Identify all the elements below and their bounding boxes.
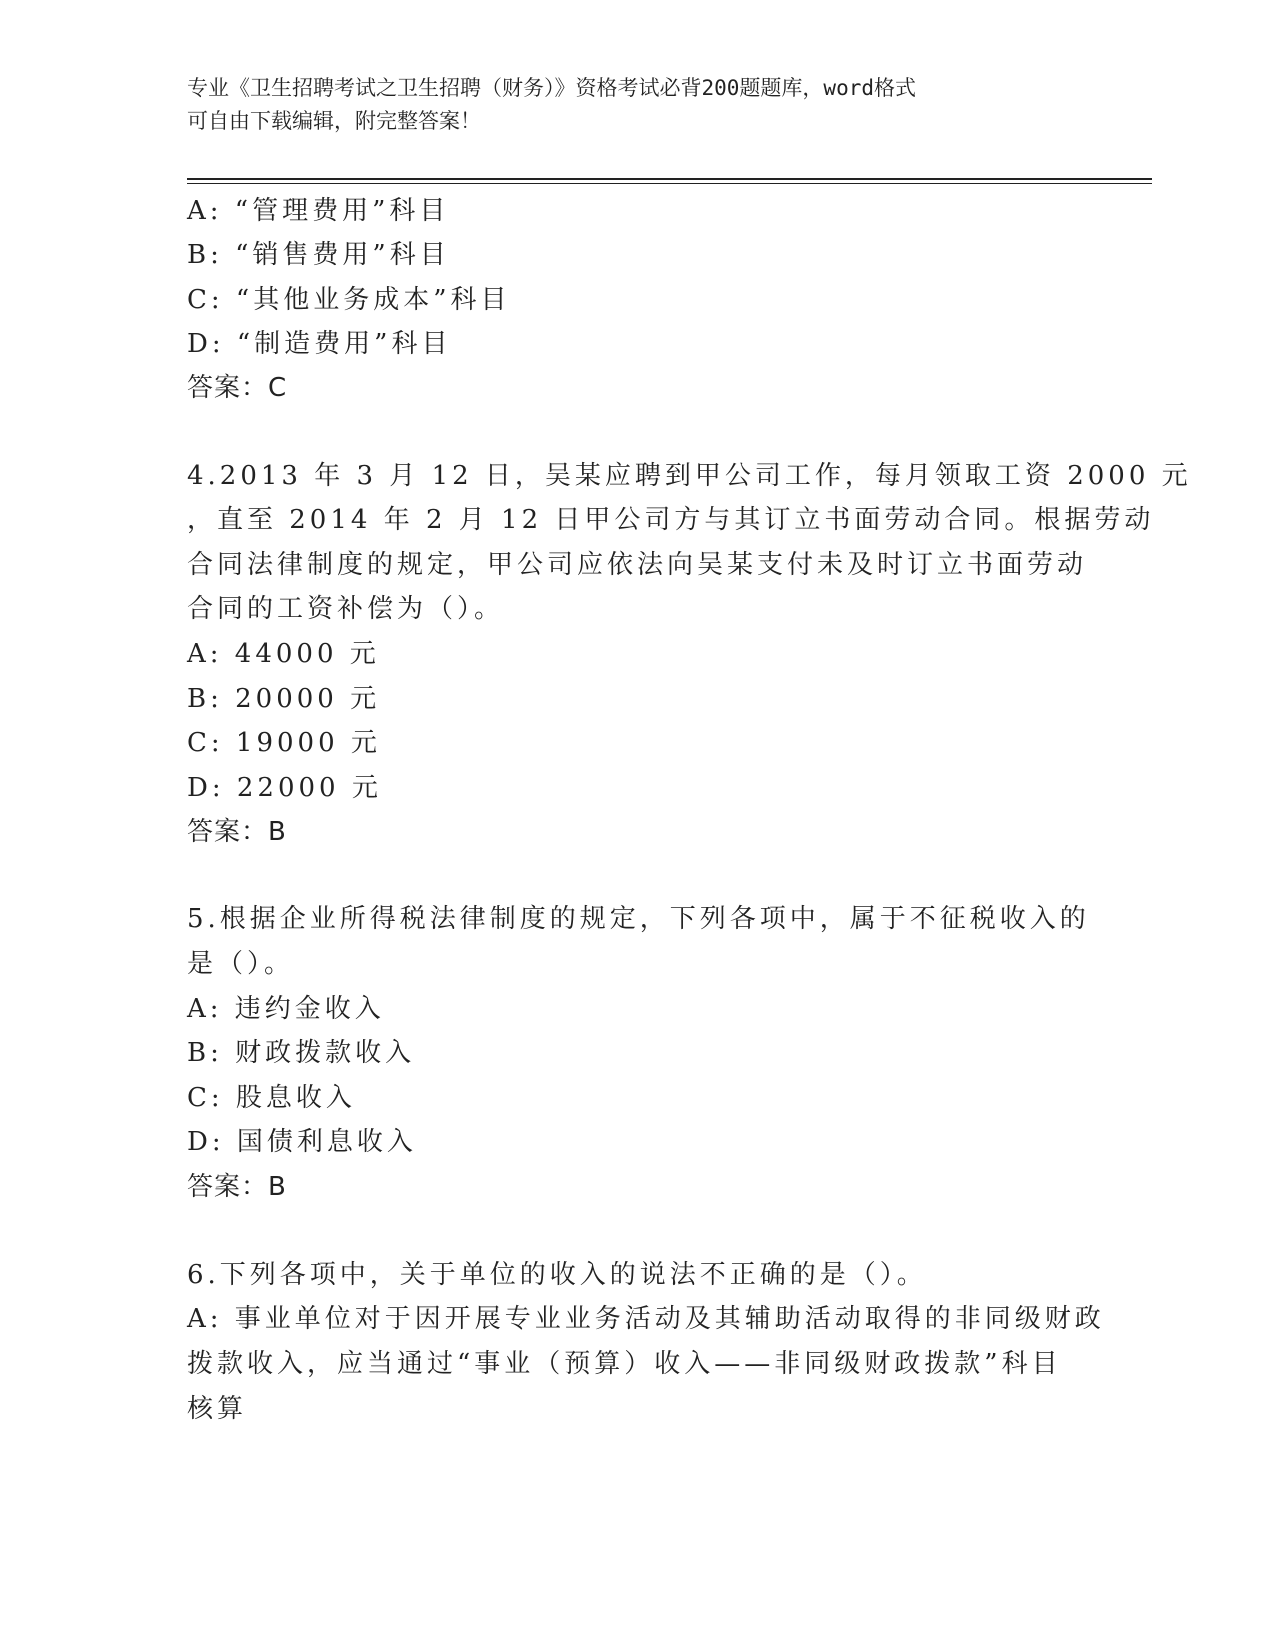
q4-stem-line-3: 合同法律制度的规定，甲公司应依法向吴某支付未及时订立书面劳动 xyxy=(187,550,1088,580)
q5-option-d: D: 国债利息收入 xyxy=(187,1127,417,1157)
q5-option-c: C: 股息收入 xyxy=(187,1083,356,1113)
q4-stem-line-1: 4.2013 年 3 月 12 日，吴某应聘到甲公司工作，每月领取工资 2000 元 xyxy=(187,461,1192,491)
q3-option-b: B: “销售费用”科目 xyxy=(187,240,450,270)
q3-option-c: C: “其他业务成本”科目 xyxy=(187,285,511,315)
header-divider-thin xyxy=(187,183,1152,184)
q5-stem-line-1: 5.根据企业所得税法律制度的规定，下列各项中，属于不征税收入的 xyxy=(187,904,1090,934)
q4-option-a: A: 44000 元 xyxy=(187,639,380,669)
q6-stem-line-1: 6.下列各项中，关于单位的收入的说法不正确的是（）。 xyxy=(187,1260,927,1290)
q5-answer: 答案：B xyxy=(187,1172,287,1202)
q6-option-a-line-2: 拨款收入，应当通过“事业（预算）收入——非同级财政拨款”科目 xyxy=(187,1349,1062,1379)
q3-option-a: A: “管理费用”科目 xyxy=(187,196,450,226)
q3-answer: 答案：C xyxy=(187,373,288,403)
q5-stem-line-2: 是（）。 xyxy=(187,949,295,979)
q4-stem-line-4: 合同的工资补偿为（）。 xyxy=(187,594,505,624)
q4-stem-line-2: ，直至 2014 年 2 月 12 日甲公司方与其订立书面劳动合同。根据劳动 xyxy=(187,505,1155,535)
q4-option-d: D: 22000 元 xyxy=(187,773,382,803)
q4-option-b: B: 20000 元 xyxy=(187,684,381,714)
q6-option-a-line-3: 核算 xyxy=(187,1394,248,1424)
q4-option-c: C: 19000 元 xyxy=(187,728,381,758)
q5-option-a: A: 违约金收入 xyxy=(187,994,385,1024)
header-title-line-2: 可自由下载编辑，附完整答案！ xyxy=(187,109,481,133)
q4-answer: 答案：B xyxy=(187,817,287,847)
header-divider-thick xyxy=(187,178,1152,180)
q5-option-b: B: 财政拨款收入 xyxy=(187,1038,416,1068)
header-title-line-1: 专业《卫生招聘考试之卫生招聘（财务）》资格考试必背200题题库，word格式 xyxy=(187,76,916,100)
document-header xyxy=(187,72,1067,138)
q3-option-d: D: “制造费用”科目 xyxy=(187,329,452,359)
q6-option-a-line-1: A: 事业单位对于因开展专业业务活动及其辅助活动取得的非同级财政 xyxy=(187,1304,1105,1334)
